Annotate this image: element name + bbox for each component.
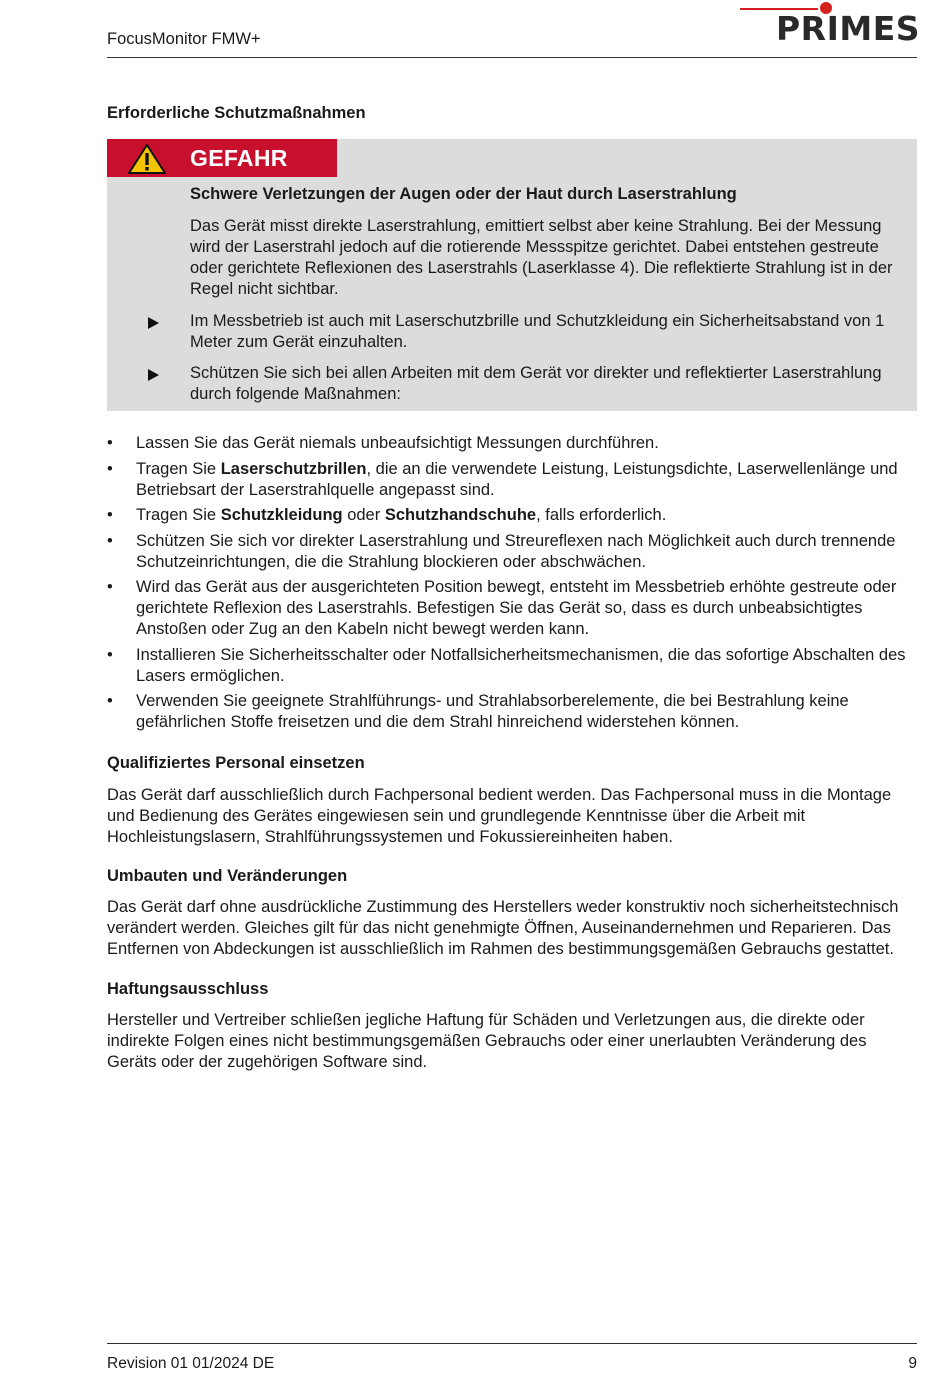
bullet-icon: •	[107, 692, 113, 710]
footer-revision: Revision 01 01/2024 DE	[107, 1355, 275, 1372]
emphasis-text: Schutzkleidung	[220, 506, 343, 524]
measures-list	[107, 433, 919, 738]
bullet-icon: •	[107, 434, 113, 452]
bullet-icon: •	[107, 459, 113, 478]
list-item-text: , falls erforderlich.	[536, 506, 667, 524]
list-item-text: Wird das Gerät aus der ausgerichteten Position bewegt, entsteht im Messbetrieb erhöhte gestreute oder gerichtete Reflexion des Laserstrahls. Befestigen Sie das Gerät so, dass es durch unbeabsichtigtes Anstoßen oder Zug an den Kabeln nicht bewegt werden kann.	[136, 578, 897, 638]
list-item-text: Installieren Sie Sicherheitsschalter oder Notfallsicherheitsmechanismen, die das sofortige Abschalten des Lasers ermöglichen.	[136, 645, 906, 685]
danger-instruction: Schützen Sie sich bei allen Arbeiten mit dem Gerät vor direkter und reflektierter Laserstrahlung durch folgende Maßnahmen:	[190, 364, 882, 403]
list-item-text: Lassen Sie das Gerät niemals unbeaufsichtigt Messungen durchführen.	[136, 434, 659, 452]
list-item	[107, 645, 919, 687]
list-item-text: oder	[342, 506, 385, 524]
footer-rule	[107, 1343, 917, 1344]
arrow-icon	[148, 369, 159, 381]
liability-text: Hersteller und Vertreiber schließen jegliche Haftung für Schäden und Verletzungen aus, die direkte oder indirekte Folgen eines nicht bestimmungsgemäßen Gebrauchs oder einer unerlaubten Veränderung des Geräts oder der zugehörigen Software sind.	[107, 1011, 867, 1071]
primes-logo	[740, 0, 921, 52]
list-item-text: , die an die verwendete Leistung, Leistungsdichte, Laserwellenlänge und Betriebsart der Laserstrahlquelle angepasst sind.	[136, 459, 898, 499]
logo-text: PRIMES	[776, 9, 921, 48]
page-number: 9	[908, 1355, 917, 1372]
bullet-icon: •	[107, 645, 113, 664]
emphasis-text: Schutzhandschuhe	[384, 506, 537, 524]
list-item	[107, 459, 919, 501]
list-item-text: Verwenden Sie geeignete Strahlführungs- und Strahlabsorberelemente, die bei Bestrahlung keine gefährlichen Stoffe freisetzen und die dem Strahl hinreichend widerstehen können.	[136, 692, 849, 731]
list-item	[107, 433, 919, 454]
danger-box	[107, 139, 917, 411]
bullet-icon: •	[107, 506, 113, 524]
emphasis-text: Laserschutzbrillen	[220, 459, 367, 478]
list-item-text: Tragen Sie	[136, 506, 221, 524]
bullet-icon: •	[107, 531, 113, 550]
personnel-text: Das Gerät darf ausschließlich durch Fachpersonal bedient werden. Das Fachpersonal muss in die Montage und Bedienung des Gerätes eingewiesen sein und grundlegende Kenntnisse über die Arbeit mit Hochleistungslasern, Strahlführungssystemen und Fokussiereinheiten haben.	[107, 786, 892, 846]
arrow-icon	[148, 317, 159, 329]
protection-heading: Erforderliche Schutzmaßnahmen	[107, 104, 366, 122]
liability-heading: Haftungsausschluss	[107, 980, 269, 998]
list-item-text: Schützen Sie sich vor direkter Laserstrahlung und Streureflexen nach Möglichkeit auch durch trennende Schutzeinrichtungen, die die Strahlung blockieren oder abschwächen.	[136, 531, 896, 571]
warning-triangle-icon	[127, 143, 167, 175]
danger-instruction: Im Messbetrieb ist auch mit Laserschutzbrille und Schutzkleidung ein Sicherheitsabstand von 1 Meter zum Gerät einzuhalten.	[190, 312, 885, 351]
header-title: FocusMonitor FMW+	[107, 30, 261, 48]
list-item	[107, 691, 919, 733]
personnel-heading: Qualifiziertes Personal einsetzen	[107, 754, 365, 772]
modifications-heading: Umbauten und Veränderungen	[107, 867, 348, 885]
list-item-text: Tragen Sie	[136, 459, 221, 478]
list-item	[107, 505, 919, 526]
danger-subtitle: Schwere Verletzungen der Augen oder der Haut durch Laserstrahlung	[190, 185, 737, 203]
danger-description: Das Gerät misst direkte Laserstrahlung, emittiert selbst aber keine Strahlung. Bei der Messung wird der Laserstrahl jedoch auf die rotierende Messspitze gerichtet. Dabei entstehen gestreute oder gerichtete Reflexionen des Laserstrahls (Laserklasse 4). Die reflektierte Strahlung ist in der Regel nicht sichtbar.	[190, 217, 893, 298]
danger-banner	[107, 139, 337, 177]
danger-label: GEFAHR	[190, 145, 288, 171]
header-rule	[107, 57, 917, 58]
modifications-text: Das Gerät darf ohne ausdrückliche Zustimmung des Herstellers weder konstruktiv noch sicherheitstechnisch verändert werden. Gleiches gilt für das nicht genehmigte Öffnen, Auseinandernehmen und Reparieren. Das Entfernen von Abdeckungen ist ausschließlich im Rahmen des bestimmungsgemäßen Gebrauchs gestattet.	[107, 898, 899, 958]
bullet-icon: •	[107, 578, 113, 596]
list-item	[107, 531, 919, 573]
list-item	[107, 577, 919, 640]
